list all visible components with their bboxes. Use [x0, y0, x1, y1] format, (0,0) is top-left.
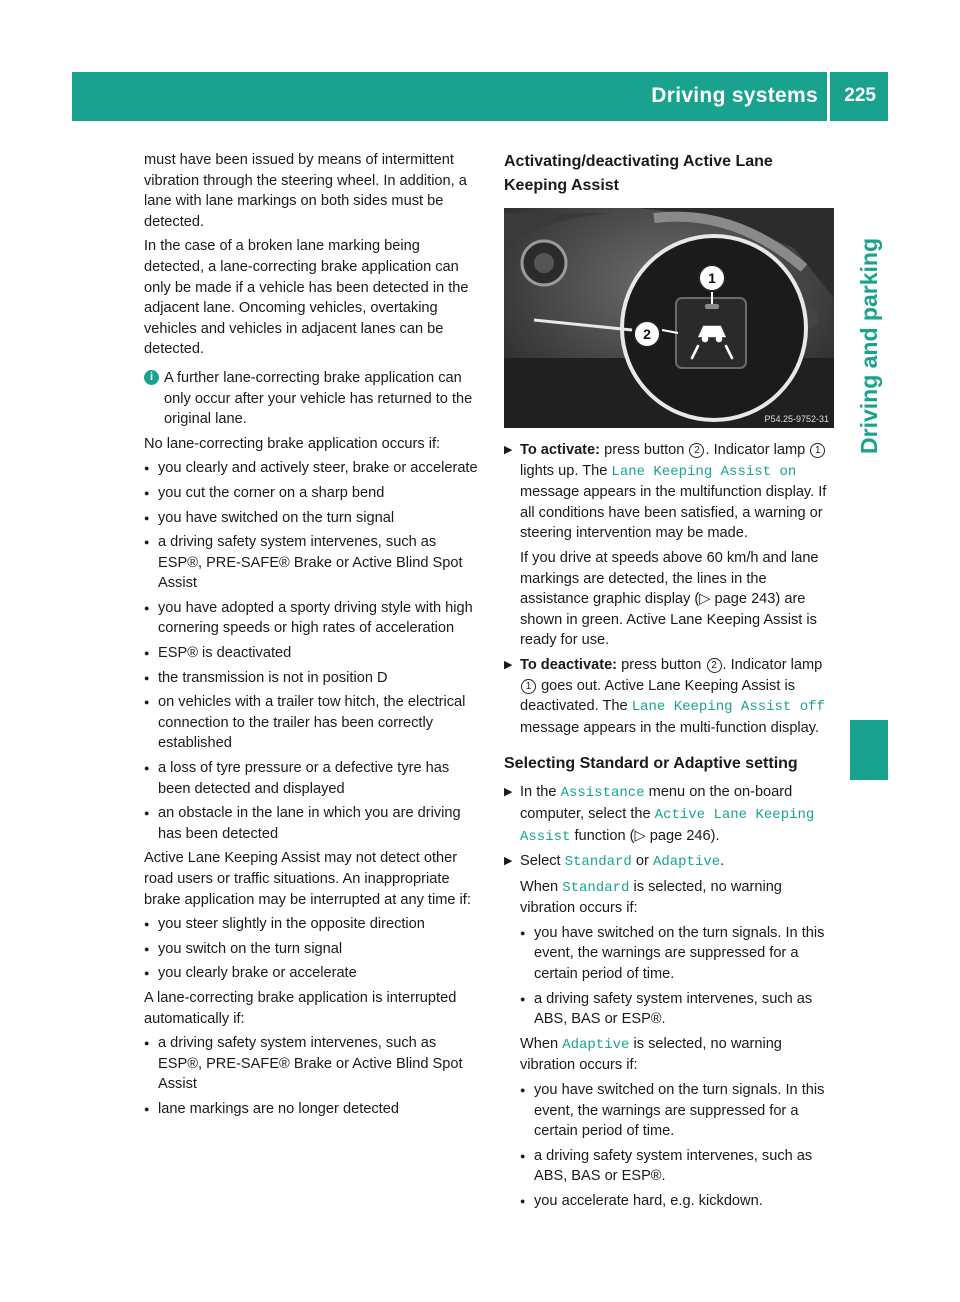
option-adaptive: Adaptive [652, 854, 721, 871]
step-text: is selected, no warning vibration occurs if: [520, 1035, 782, 1074]
bullet-list [520, 1080, 836, 1212]
side-tab-marker [850, 720, 888, 780]
callout-1: 1 [708, 270, 716, 286]
step-note: If you drive at speeds above 60 km/h and lane markings are detected, the lines in the assistance graphic display (▷ page 243) are shown in green. Active Lane Keeping Assist is ready for use. [520, 549, 819, 649]
page-number: 225 [844, 85, 876, 106]
adaptive-description [520, 1034, 836, 1076]
step-text: . Indicator lamp [722, 656, 823, 673]
display-message: Lane Keeping Assist on [611, 463, 797, 480]
steering-wheel-illustration [504, 208, 834, 428]
step-text: is selected, no warning vibration occurs if: [520, 878, 782, 917]
list-item: ● ESP® is deactivated [144, 643, 480, 664]
callout-1-ref: 1 [521, 679, 536, 694]
step-arrow-icon: ▶ [504, 444, 513, 456]
bullet-list [144, 458, 480, 844]
step-text: menu on the on-board computer, select the [520, 784, 793, 822]
step-text: Select [520, 853, 561, 870]
step-text: press button [621, 656, 702, 673]
step-text: message appears in the multifunction display. If all conditions have been satisfied, a warning or steering intervention may be made. [520, 484, 827, 542]
step-text: . Indicator lamp [705, 442, 806, 458]
list-item: ● you have switched on the turn signals. In this event, the warnings are suppressed for a certain period of time. [520, 923, 836, 985]
list-item: ● you clearly brake or accelerate [144, 963, 480, 984]
bullet-list [144, 1033, 480, 1119]
activate-step [504, 440, 836, 651]
step-text: goes out. Active Lane Keeping Assist is deactivated. The [520, 677, 795, 715]
callout-2-ref: 2 [707, 658, 722, 673]
step-text: In the [520, 784, 557, 801]
option-standard: Standard [564, 854, 632, 871]
option-adaptive: Adaptive [562, 1036, 630, 1053]
list-item: ● a driving safety system intervenes, such as ESP®, PRE-SAFE® Brake or Active Blind Spot Assist [144, 1033, 480, 1095]
side-tab [850, 238, 888, 698]
info-text: A further lane-correcting brake application can only occur after your vehicle has returned to the original lane. [164, 369, 473, 428]
steering-wheel-figure [504, 208, 834, 428]
list-item: ● a driving safety system intervenes, such as ABS, BAS or ESP®. [520, 989, 836, 1030]
paragraph: Active Lane Keeping Assist may not detect other road users or traffic situations. An inappropriate brake application may be interrupted at any time if: [144, 850, 471, 908]
option-standard: Standard [562, 879, 630, 896]
list-item: ● a driving safety system intervenes, such as ESP®, PRE-SAFE® Brake or Active Blind Spot Assist [144, 532, 480, 594]
list-item: ● you accelerate hard, e.g. kickdown. [520, 1191, 836, 1212]
step-text: . [720, 853, 725, 870]
paragraph: In the case of a broken lane marking being detected, a lane-correcting brake application can only be made if a vehicle has been detected in the adjacent lane. Oncoming vehicles, overtaking vehicles and vehicles in adjacent lanes can be detected. [144, 238, 469, 358]
step-text: function (▷ page 246). [574, 827, 720, 844]
select-setting-step [504, 851, 836, 1212]
list-item: ● a driving safety system intervenes, such as ABS, BAS or ESP®. [520, 1146, 836, 1187]
list-item: ● an obstacle in the lane in which you are driving has been detected [144, 803, 480, 844]
menu-name: Assistance [560, 785, 645, 802]
list-item: ● lane markings are no longer detected [144, 1099, 480, 1120]
section-heading: Selecting Standard or Adaptive setting [504, 755, 798, 773]
list-item: ● you have switched on the turn signal [144, 508, 480, 529]
select-function-step [504, 782, 836, 847]
step-arrow-icon: ▶ [504, 786, 513, 799]
side-tab-label: Driving and parking [856, 238, 882, 454]
display-message: Lane Keeping Assist off [631, 699, 825, 716]
paragraph: No lane-correcting brake application occurs if: [144, 435, 441, 452]
list-item: ● you clearly and actively steer, brake or accelerate [144, 458, 480, 479]
info-note [144, 368, 480, 430]
step-label: To activate: [520, 442, 601, 458]
left-column [144, 150, 480, 1124]
callout-2-ref: 2 [689, 443, 704, 458]
callout-2: 2 [643, 326, 651, 342]
chapter-title: Driving systems [651, 84, 818, 107]
step-label: To deactivate: [520, 656, 618, 673]
list-item: ● a loss of tyre pressure or a defective tyre has been detected and displayed [144, 758, 480, 799]
figure-code: P54.25-9752-31 [764, 414, 829, 424]
bullet-list [520, 923, 836, 1030]
list-item: ● you cut the corner on a sharp bend [144, 483, 480, 504]
right-column [504, 150, 836, 1216]
section-heading: Activating/deactivating Active Lane Keeping Assist [504, 153, 773, 194]
standard-description [520, 877, 836, 919]
info-icon: i [144, 370, 159, 385]
header-bar [72, 72, 888, 121]
deactivate-step [504, 655, 836, 738]
paragraph: must have been issued by means of intermittent vibration through the steering wheel. In addition, a lane with lane markings on both sides must be detected. [144, 152, 467, 230]
step-text: message appears in the multi-function display. [520, 719, 820, 736]
list-item: ● you have switched on the turn signals. In this event, the warnings are suppressed for a certain period of time. [520, 1080, 836, 1142]
header-separator [827, 72, 830, 121]
list-item: ● you have adopted a sporty driving style with high cornering speeds or high rates of acceleration [144, 598, 480, 639]
bullet-list [144, 914, 480, 984]
step-text: lights up. The [520, 462, 608, 479]
step-arrow-icon: ▶ [504, 855, 513, 868]
step-text: When [520, 1035, 559, 1052]
step-text: press button [604, 442, 685, 458]
paragraph: A lane-correcting brake application is interrupted automatically if: [144, 989, 457, 1027]
callout-1-ref: 1 [810, 443, 825, 458]
list-item: ● the transmission is not in position D [144, 668, 480, 689]
list-item: ● you switch on the turn signal [144, 939, 480, 960]
step-text: or [635, 853, 649, 870]
step-text: When [520, 878, 559, 895]
list-item: ● you steer slightly in the opposite direction [144, 914, 480, 935]
list-item: ● on vehicles with a trailer tow hitch, the electrical connection to the trailer has been correctly established [144, 692, 480, 754]
step-arrow-icon: ▶ [504, 658, 513, 671]
function-name: Active Lane Keeping Assist [520, 806, 815, 845]
